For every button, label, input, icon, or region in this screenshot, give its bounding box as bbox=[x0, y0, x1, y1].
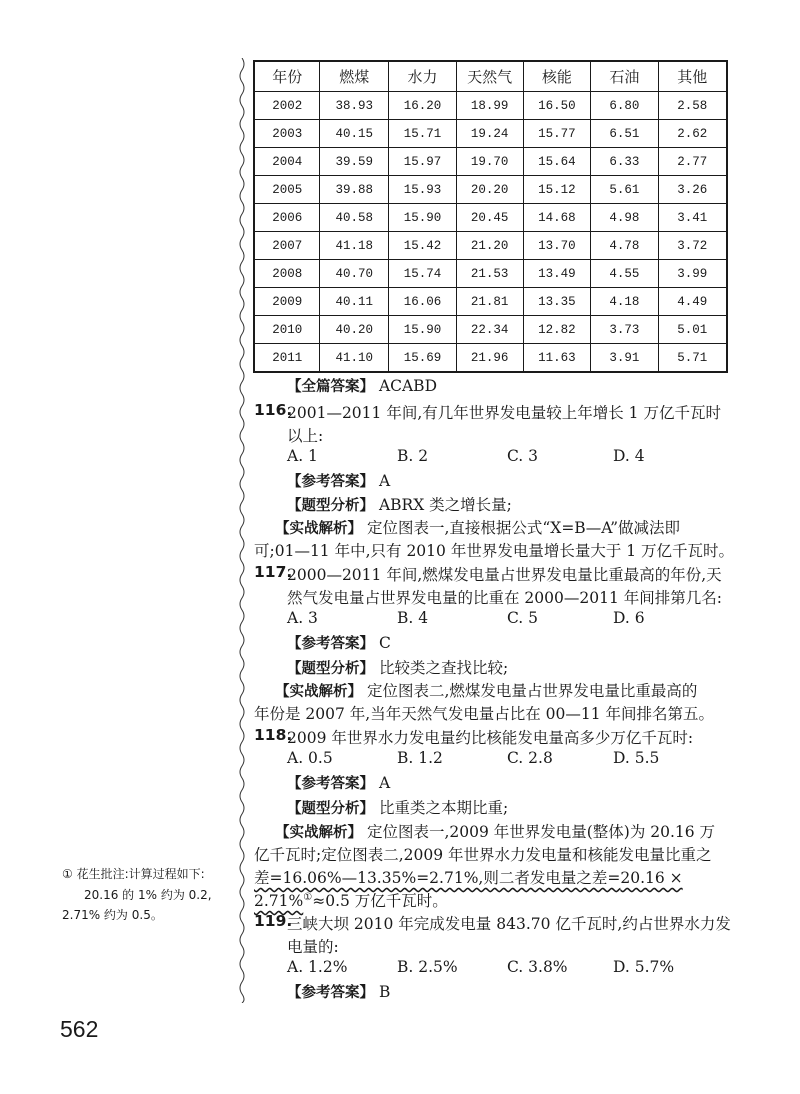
table-cell: 3.41 bbox=[658, 204, 727, 232]
table-cell: 2006 bbox=[254, 204, 320, 232]
header-nuclear: 核能 bbox=[523, 61, 591, 92]
table-cell: 4.18 bbox=[591, 288, 658, 316]
q117-type-tag: 【题型分析】 bbox=[287, 661, 374, 677]
energy-share-table bbox=[253, 60, 728, 373]
table-cell: 4.55 bbox=[591, 260, 658, 288]
q116-options bbox=[287, 447, 645, 465]
q118-options bbox=[287, 749, 659, 767]
q119-option-b: B. 2.5% bbox=[397, 958, 458, 976]
table-cell: 3.26 bbox=[658, 176, 727, 204]
q117-analysis-tag: 【实战解析】 bbox=[275, 684, 362, 700]
q116-answer: A bbox=[378, 472, 391, 490]
table-cell: 5.71 bbox=[658, 344, 727, 373]
q118-option-d: D. 5.5 bbox=[613, 749, 660, 767]
table-cell: 20.45 bbox=[456, 204, 523, 232]
table-cell: 13.35 bbox=[523, 288, 591, 316]
table-cell: 3.91 bbox=[591, 344, 658, 373]
q116-option-d: D. 4 bbox=[613, 447, 645, 465]
table-cell: 16.50 bbox=[523, 92, 591, 120]
table-cell: 2011 bbox=[254, 344, 320, 373]
table-cell: 2008 bbox=[254, 260, 320, 288]
table-cell: 14.68 bbox=[523, 204, 591, 232]
table-cell: 39.88 bbox=[320, 176, 389, 204]
q119-answer: B bbox=[378, 983, 391, 1001]
q119-answer-tag: 【参考答案】 bbox=[287, 985, 374, 1001]
q118-type-line bbox=[287, 796, 508, 818]
table-cell: 15.93 bbox=[389, 176, 457, 204]
table-cell: 21.53 bbox=[456, 260, 523, 288]
table-body bbox=[254, 92, 727, 373]
q119-option-d: D. 5.7% bbox=[613, 958, 675, 976]
table-cell: 15.71 bbox=[389, 120, 457, 148]
header-coal: 燃煤 bbox=[320, 61, 389, 92]
annotation-marker: ① bbox=[303, 891, 313, 903]
q117-number: 117. bbox=[254, 563, 293, 581]
header-oil: 石油 bbox=[591, 61, 658, 92]
table-cell: 40.15 bbox=[320, 120, 389, 148]
table-row bbox=[254, 316, 727, 344]
q117-analysis-line-2: 年份是 2007 年,当年天然气发电量占比在 00—11 年间排名第五。 bbox=[254, 705, 715, 723]
q119-number: 119. bbox=[254, 912, 293, 930]
side-note-line-1: ① 花生批注:计算过程如下: bbox=[62, 867, 205, 881]
table-cell: 3.72 bbox=[658, 232, 727, 260]
table-cell: 39.59 bbox=[320, 148, 389, 176]
table-cell: 6.51 bbox=[591, 120, 658, 148]
q119-option-a: A. 1.2% bbox=[287, 958, 348, 976]
q117-analysis-1: 定位图表二,燃煤发电量占世界发电量比重最高的 bbox=[366, 682, 698, 700]
q118-analysis-3b: 20.16 × bbox=[620, 869, 683, 887]
table-cell: 40.58 bbox=[320, 204, 389, 232]
page-number: 562 bbox=[60, 1016, 99, 1042]
table-row bbox=[254, 232, 727, 260]
table-cell: 5.61 bbox=[591, 176, 658, 204]
q118-analysis-line-4 bbox=[254, 889, 448, 911]
table-row bbox=[254, 344, 727, 373]
header-hydro: 水力 bbox=[389, 61, 457, 92]
q118-analysis-line-2: 亿千瓦时;定位图表二,2009 年世界水力发电量和核能发电量比重之 bbox=[254, 846, 712, 864]
q116-answer-line bbox=[287, 470, 390, 491]
q119-answer-line bbox=[287, 981, 390, 1002]
full-answer-line bbox=[287, 375, 437, 396]
table-cell: 41.18 bbox=[320, 232, 389, 260]
q117-option-b: B. 4 bbox=[397, 609, 429, 627]
table-cell: 2.58 bbox=[658, 92, 727, 120]
q117-text-1: 2000—2011 年间,燃煤发电量占世界发电量比重最高的年份,天 bbox=[287, 566, 722, 584]
table-cell: 5.01 bbox=[658, 316, 727, 344]
q117-option-c: C. 5 bbox=[507, 609, 539, 627]
q116-option-a: A. 1 bbox=[287, 447, 318, 465]
q118-text-1: 2009 年世界水力发电量约比核能发电量高多少万亿千瓦时: bbox=[287, 729, 694, 747]
q117-type-line bbox=[287, 656, 508, 678]
table-cell: 2007 bbox=[254, 232, 320, 260]
q118-analysis-tag: 【实战解析】 bbox=[275, 825, 362, 841]
q118-type: 比重类之本期比重; bbox=[378, 799, 509, 817]
table-cell: 2.62 bbox=[658, 120, 727, 148]
table-cell: 15.42 bbox=[389, 232, 457, 260]
q116-analysis-line-2: 可;01—11 年中,只有 2010 年世界发电量增长量大于 1 万亿千瓦时。 bbox=[254, 542, 735, 560]
q119-options bbox=[287, 958, 674, 976]
table-cell: 16.20 bbox=[389, 92, 457, 120]
table-cell: 38.93 bbox=[320, 92, 389, 120]
q116-type-tag: 【题型分析】 bbox=[287, 498, 374, 514]
table-cell: 2005 bbox=[254, 176, 320, 204]
table-cell: 19.24 bbox=[456, 120, 523, 148]
q117-text-2: 然气发电量占世界发电量的比重在 2000—2011 年间排第几名: bbox=[287, 589, 722, 607]
header-gas: 天然气 bbox=[456, 61, 523, 92]
table-row bbox=[254, 260, 727, 288]
table-cell: 12.82 bbox=[523, 316, 591, 344]
q116-text-2: 以上: bbox=[287, 427, 324, 445]
table-cell: 4.78 bbox=[591, 232, 658, 260]
table-cell: 41.10 bbox=[320, 344, 389, 373]
q119-option-c: C. 3.8% bbox=[507, 958, 568, 976]
q119-text-1: 三峡大坝 2010 年完成发电量 843.70 亿千瓦时,约占世界水力发 bbox=[287, 915, 731, 933]
q117-option-a: A. 3 bbox=[287, 609, 318, 627]
q118-option-a: A. 0.5 bbox=[287, 749, 333, 767]
table-row bbox=[254, 204, 727, 232]
q116-type: ABRX 类之增长量; bbox=[378, 496, 512, 514]
table-cell: 21.20 bbox=[456, 232, 523, 260]
header-other: 其他 bbox=[658, 61, 727, 92]
table-cell: 2003 bbox=[254, 120, 320, 148]
full-answer-value: ACABD bbox=[378, 377, 438, 395]
table-cell: 15.77 bbox=[523, 120, 591, 148]
table-cell: 13.70 bbox=[523, 232, 591, 260]
margin-wavy-rule bbox=[238, 58, 246, 1003]
table-cell: 2010 bbox=[254, 316, 320, 344]
q118-option-c: C. 2.8 bbox=[507, 749, 553, 767]
table-cell: 15.90 bbox=[389, 316, 457, 344]
table-cell: 40.20 bbox=[320, 316, 389, 344]
table-row bbox=[254, 148, 727, 176]
q117-answer: C bbox=[378, 634, 391, 652]
energy-share-table-container bbox=[253, 60, 728, 373]
table-cell: 15.74 bbox=[389, 260, 457, 288]
q118-analysis-4b: ≈0.5 万亿千瓦时。 bbox=[312, 892, 448, 910]
q118-answer-line bbox=[287, 772, 390, 793]
q118-analysis-3a: 差=16.06%—13.35%=2.71%,则二者发电量之差= bbox=[254, 869, 621, 887]
table-cell: 6.80 bbox=[591, 92, 658, 120]
table-cell: 40.70 bbox=[320, 260, 389, 288]
q118-analysis-4a: 2.71% bbox=[254, 892, 304, 910]
table-cell: 40.11 bbox=[320, 288, 389, 316]
header-year: 年份 bbox=[254, 61, 320, 92]
q116-option-b: B. 2 bbox=[397, 447, 429, 465]
table-cell: 13.49 bbox=[523, 260, 591, 288]
table-cell: 20.20 bbox=[456, 176, 523, 204]
table-cell: 15.90 bbox=[389, 204, 457, 232]
q118-option-b: B. 1.2 bbox=[397, 749, 443, 767]
q117-analysis-line-1 bbox=[275, 679, 697, 701]
q119-text-2: 电量的: bbox=[287, 938, 339, 956]
q118-number: 118. bbox=[254, 726, 293, 744]
table-cell: 3.73 bbox=[591, 316, 658, 344]
q117-answer-line bbox=[287, 632, 391, 653]
q116-text-1: 2001—2011 年间,有几年世界发电量较上年增长 1 万亿千瓦时 bbox=[287, 404, 721, 422]
table-row bbox=[254, 288, 727, 316]
table-cell: 21.96 bbox=[456, 344, 523, 373]
q116-type-line bbox=[287, 493, 512, 515]
table-cell: 11.63 bbox=[523, 344, 591, 373]
q116-analysis-line-1 bbox=[275, 516, 680, 538]
table-cell: 15.97 bbox=[389, 148, 457, 176]
table-cell: 15.12 bbox=[523, 176, 591, 204]
q117-option-d: D. 6 bbox=[613, 609, 645, 627]
q118-analysis-line-1 bbox=[275, 820, 715, 842]
q116-analysis-1: 定位图表一,直接根据公式“X=B—A”做减法即 bbox=[366, 519, 681, 537]
table-cell: 4.98 bbox=[591, 204, 658, 232]
q116-analysis-tag: 【实战解析】 bbox=[275, 521, 362, 537]
q117-type: 比较类之查找比较; bbox=[378, 659, 509, 677]
table-cell: 2002 bbox=[254, 92, 320, 120]
q118-answer: A bbox=[378, 774, 391, 792]
table-cell: 15.64 bbox=[523, 148, 591, 176]
table-cell: 4.49 bbox=[658, 288, 727, 316]
table-cell: 21.81 bbox=[456, 288, 523, 316]
q118-type-tag: 【题型分析】 bbox=[287, 801, 374, 817]
table-cell: 19.70 bbox=[456, 148, 523, 176]
q117-options bbox=[287, 609, 645, 627]
table-cell: 15.69 bbox=[389, 344, 457, 373]
table-cell: 18.99 bbox=[456, 92, 523, 120]
table-row bbox=[254, 120, 727, 148]
table-cell: 3.99 bbox=[658, 260, 727, 288]
q116-number: 116. bbox=[254, 401, 293, 419]
table-cell: 6.33 bbox=[591, 148, 658, 176]
table-row bbox=[254, 176, 727, 204]
q116-answer-tag: 【参考答案】 bbox=[287, 474, 374, 490]
q117-answer-tag: 【参考答案】 bbox=[287, 636, 374, 652]
table-cell: 22.34 bbox=[456, 316, 523, 344]
full-answer-tag: 【全篇答案】 bbox=[287, 379, 374, 395]
table-cell: 2004 bbox=[254, 148, 320, 176]
q118-analysis-line-3 bbox=[254, 866, 683, 888]
table-header-row bbox=[254, 61, 727, 92]
q118-analysis-1: 定位图表一,2009 年世界发电量(整体)为 20.16 万 bbox=[366, 823, 716, 841]
q116-option-c: C. 3 bbox=[507, 447, 539, 465]
table-cell: 16.06 bbox=[389, 288, 457, 316]
side-note-line-2: 20.16 的 1% 约为 0.2, bbox=[84, 888, 212, 902]
table-cell: 2.77 bbox=[658, 148, 727, 176]
table-row bbox=[254, 92, 727, 120]
table-cell: 2009 bbox=[254, 288, 320, 316]
q118-answer-tag: 【参考答案】 bbox=[287, 776, 374, 792]
side-note-line-3: 2.71% 约为 0.5。 bbox=[62, 908, 163, 922]
